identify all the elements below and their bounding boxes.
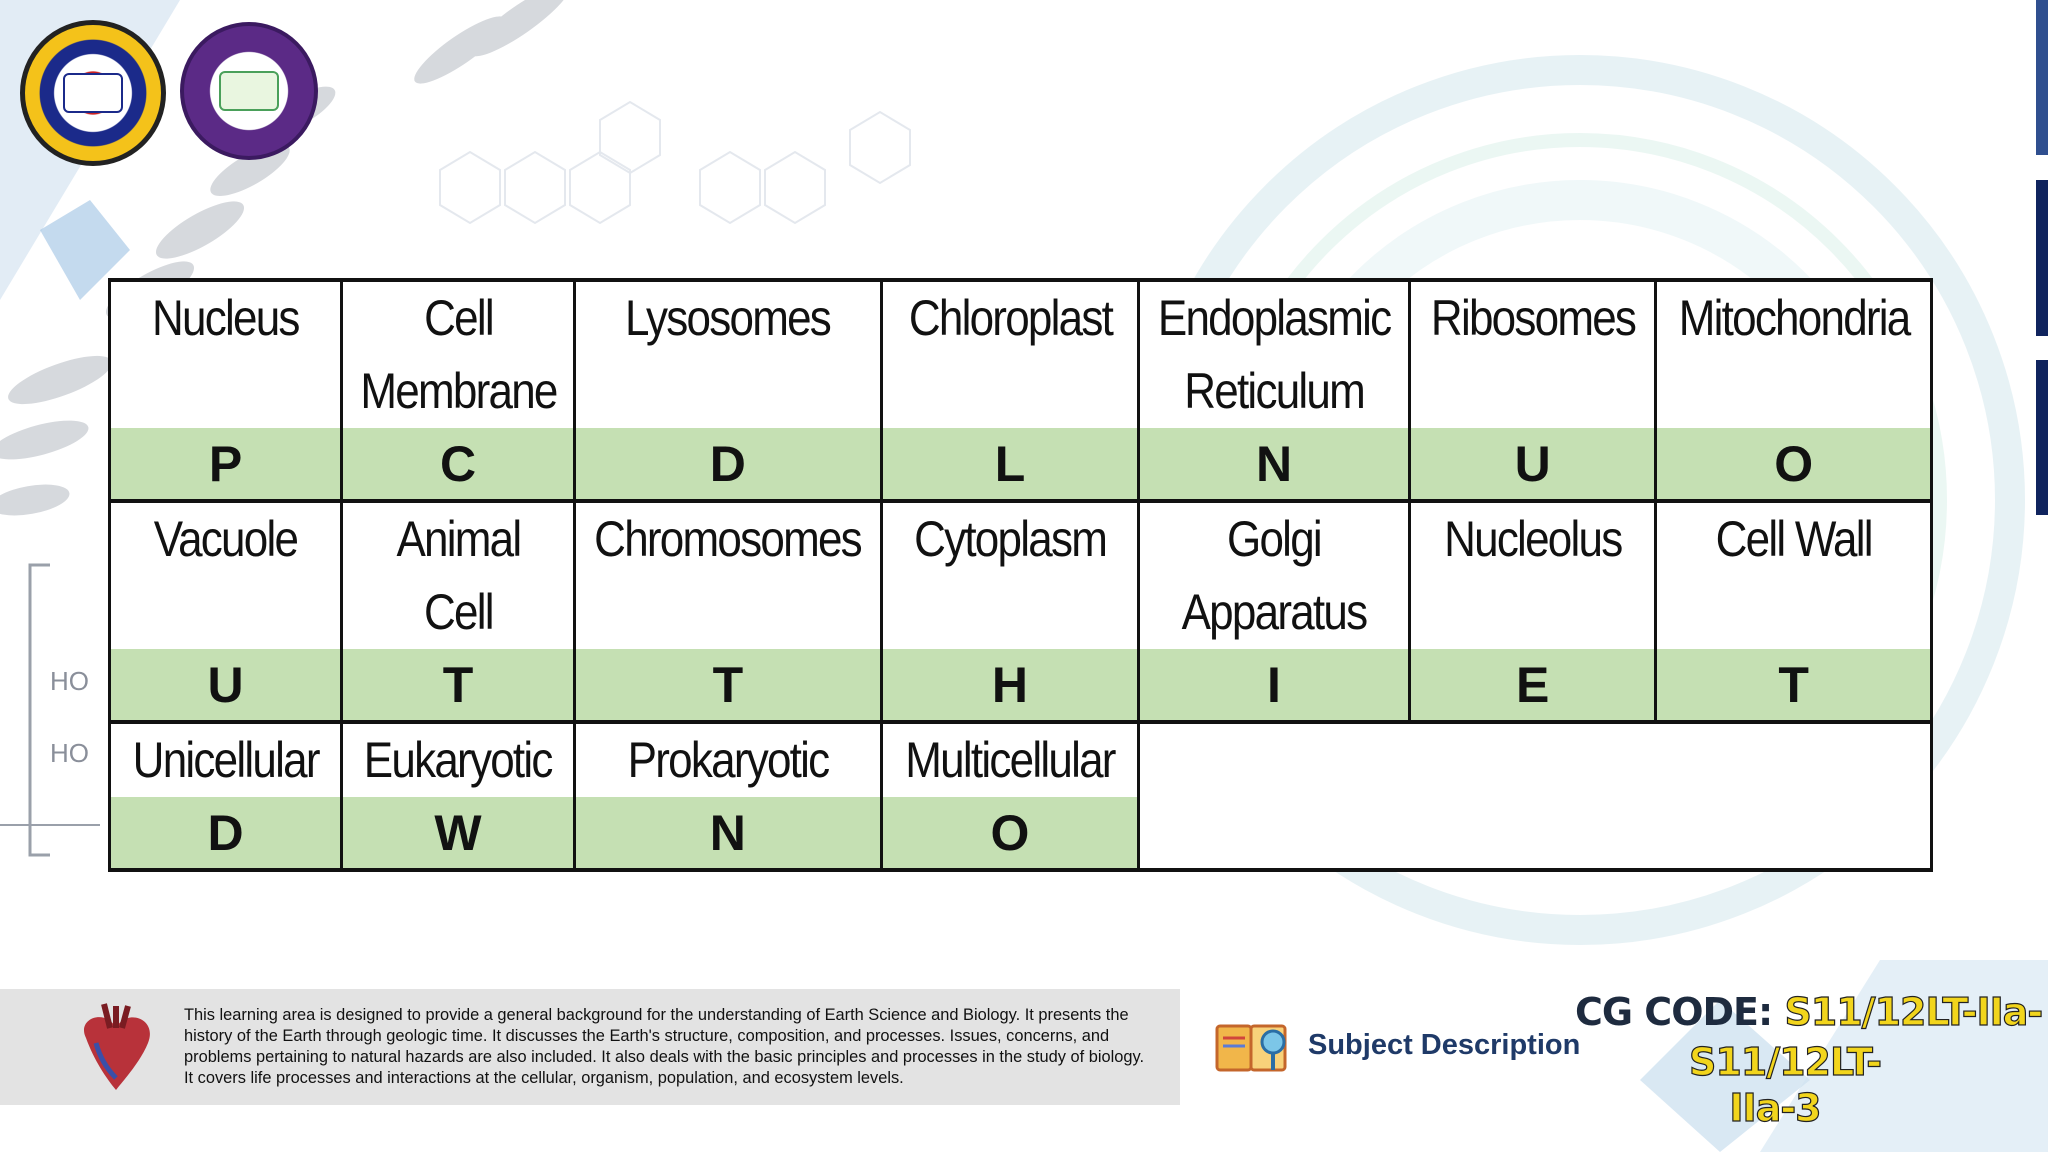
accent-bar: [2036, 0, 2048, 155]
subject-description-label: Subject Description: [1308, 1029, 1581, 1061]
cg-code-value: S11/12LT-IIa-: [1784, 990, 2043, 1034]
letter-cell: P: [110, 428, 342, 501]
term-cell: [574, 501, 881, 649]
term-cell: [342, 722, 575, 797]
term-cell: [1656, 280, 1932, 428]
term-cell: [342, 280, 575, 428]
cg-code-value: S11/12LT-: [1688, 1040, 1882, 1084]
letter-cell: W: [342, 797, 575, 870]
letter-cell: U: [1409, 428, 1655, 501]
letter-row: [110, 428, 1932, 501]
letter-cell: H: [881, 649, 1138, 722]
letter-cell: I: [1139, 649, 1410, 722]
subject-description-text: This learning area is designed to provide a general background for the understanding of Earth Science and Biology. It presents the history of the Earth through geologic time. It discusses the Earth's structure, composition, and processes. Issues, concerns, and problems pertaining to natural hazards are also included. It also deals with the basic principles and processes in the study of biology. It covers life processes and interactions at the cellular, organism, population, and ecosystem levels.: [184, 1006, 1145, 1087]
term-label: Golgi Apparatus: [1181, 511, 1367, 640]
cell-terms-table: [108, 278, 1933, 872]
term-label: Lysosomes: [625, 290, 831, 346]
letter-cell: O: [881, 797, 1138, 870]
term-cell: [881, 501, 1138, 649]
letter-row: [110, 649, 1932, 722]
term-label: Unicellular: [132, 732, 319, 788]
term-cell: [1656, 501, 1932, 649]
letter-cell: T: [574, 649, 881, 722]
letter-cell: L: [881, 428, 1138, 501]
term-label: Mitochondria: [1678, 290, 1910, 346]
term-cell: [1409, 280, 1655, 428]
term-cell: [881, 722, 1138, 797]
term-label: Endoplasmic Reticulum: [1157, 290, 1391, 419]
letter-cell: O: [1656, 428, 1932, 501]
cg-code-label: CG CODE:: [1575, 990, 1773, 1034]
accent-bar: [2036, 180, 2048, 336]
letter-cell: N: [1139, 428, 1410, 501]
term-label: Nucleolus: [1443, 511, 1622, 567]
term-label: Animal Cell: [396, 511, 521, 640]
cg-code-line: [1575, 990, 2045, 1034]
term-cell: [1409, 501, 1655, 649]
book-search-icon: [1215, 1018, 1295, 1076]
deped-logo: [20, 20, 166, 166]
term-row: [110, 501, 1932, 649]
background-label: HO: [50, 738, 89, 768]
term-cell: [881, 280, 1138, 428]
term-label: Cell Membrane: [359, 290, 557, 419]
letter-cell: T: [1656, 649, 1932, 722]
term-label: Chloroplast: [908, 290, 1112, 346]
term-row: [110, 280, 1932, 428]
letter-cell: D: [574, 428, 881, 501]
cg-code-value: IIa-3: [1729, 1086, 1821, 1130]
term-cell: [110, 722, 342, 797]
letter-cell: N: [574, 797, 881, 870]
term-label: Cytoplasm: [913, 511, 1106, 567]
term-label: Nucleus: [152, 290, 299, 346]
letter-cell: D: [110, 797, 342, 870]
background-label: HO: [50, 666, 89, 696]
heart-icon: [66, 998, 166, 1098]
letter-cell: E: [1409, 649, 1655, 722]
term-label: Chromosomes: [594, 511, 862, 567]
cg-code-block: [1575, 990, 2045, 1130]
term-label: Multicellular: [905, 732, 1115, 788]
term-label: Eukaryotic: [364, 732, 552, 788]
accent-bar: [2036, 360, 2048, 515]
term-cell: [110, 280, 342, 428]
empty-cell: [1139, 722, 1932, 870]
term-label: Cell Wall: [1715, 511, 1872, 567]
term-cell: [1139, 280, 1410, 428]
term-cell: [110, 501, 342, 649]
term-row: [110, 722, 1932, 797]
letter-cell: U: [110, 649, 342, 722]
term-label: Ribosomes: [1430, 290, 1635, 346]
term-label: Prokaryotic: [627, 732, 829, 788]
letter-cell: T: [342, 649, 575, 722]
term-cell: [1139, 501, 1410, 649]
term-cell: [574, 722, 881, 797]
letter-cell: C: [342, 428, 575, 501]
term-label: Vacuole: [153, 511, 298, 567]
term-cell: [574, 280, 881, 428]
school-logo: [180, 22, 318, 160]
term-cell: [342, 501, 575, 649]
